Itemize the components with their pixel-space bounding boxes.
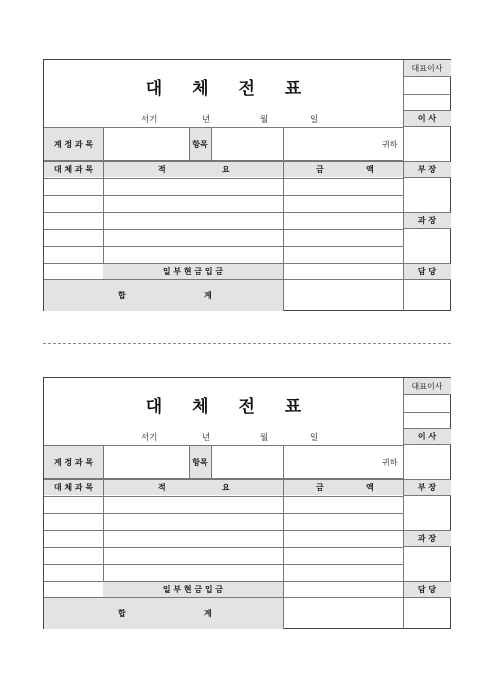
summary-header-a: 적 <box>158 483 166 492</box>
voucher-title: 대 체 전 표 <box>145 79 314 99</box>
summary-cell[interactable] <box>104 497 282 512</box>
alt-account-cell[interactable] <box>44 548 102 563</box>
alt-account-cell[interactable] <box>44 230 102 245</box>
alt-account-header: 대 체 과 목 <box>53 483 94 492</box>
summary-cell[interactable] <box>104 230 282 245</box>
summary-cell[interactable] <box>104 213 282 228</box>
account-label: 계 정 과 목 <box>53 140 94 149</box>
alt-account-cell[interactable] <box>44 179 102 194</box>
date-month: 월 <box>260 115 269 125</box>
amount-cell[interactable] <box>284 179 402 194</box>
item-input[interactable] <box>212 446 282 478</box>
alt-account-cell[interactable] <box>44 514 102 529</box>
summary-header-b: 요 <box>222 165 230 174</box>
date-era: 서기 <box>141 433 158 443</box>
approval-manager-label: 부 장 <box>417 483 437 492</box>
amount-cell[interactable] <box>284 514 402 529</box>
item-label: 항목 <box>192 458 208 467</box>
approval-chief-label: 과 장 <box>417 534 437 543</box>
date-day: 일 <box>310 115 319 125</box>
total-label-a: 합 <box>118 291 126 300</box>
alt-account-cell[interactable] <box>44 565 102 580</box>
date-era: 서기 <box>141 115 158 125</box>
summary-cell[interactable] <box>104 179 282 194</box>
item-label: 항목 <box>192 140 208 149</box>
recipient-suffix: 귀하 <box>382 140 398 149</box>
amount-cell[interactable] <box>284 565 402 580</box>
account-input[interactable] <box>104 128 188 160</box>
approval-manager-label: 부 장 <box>417 165 437 174</box>
total-label-cell <box>44 597 283 629</box>
date-day: 일 <box>310 433 319 443</box>
summary-header-a: 적 <box>158 165 166 174</box>
summary-cell[interactable] <box>104 196 282 211</box>
total-label-b: 계 <box>204 609 212 618</box>
date-month: 월 <box>260 433 269 443</box>
account-input[interactable] <box>104 446 188 478</box>
amount-cell[interactable] <box>284 548 402 563</box>
summary-cell[interactable] <box>104 247 282 262</box>
approval-ceo-label: 대표이사 <box>411 382 443 391</box>
date-year: 년 <box>202 115 211 125</box>
recipient-suffix: 귀하 <box>382 458 398 467</box>
item-input[interactable] <box>212 128 282 160</box>
amount-cell[interactable] <box>284 497 402 512</box>
voucher-title: 대 체 전 표 <box>145 397 314 417</box>
amount-cell[interactable] <box>284 213 402 228</box>
voucher-form-2 <box>43 377 451 629</box>
total-label-b: 계 <box>204 291 212 300</box>
amount-cell[interactable] <box>284 230 402 245</box>
recipient-input[interactable] <box>284 446 380 478</box>
amount-header-b: 액 <box>366 483 374 492</box>
approval-director-label: 이 사 <box>417 432 437 441</box>
total-amount[interactable] <box>284 598 402 628</box>
approval-chief-label: 과 장 <box>417 216 437 225</box>
approval-staff-label: 담 당 <box>417 585 437 594</box>
approval-director-label: 이 사 <box>417 114 437 123</box>
approval-ceo-label: 대표이사 <box>411 64 443 73</box>
amount-cell[interactable] <box>284 247 402 262</box>
alt-account-cell[interactable] <box>44 531 102 546</box>
summary-cell[interactable] <box>104 531 282 546</box>
amount-cell[interactable] <box>284 196 402 211</box>
amount-header-b: 액 <box>366 165 374 174</box>
alt-account-header: 대 체 과 목 <box>53 165 94 174</box>
summary-cell[interactable] <box>104 514 282 529</box>
approval-staff-label: 담 당 <box>417 267 437 276</box>
alt-account-cell[interactable] <box>44 213 102 228</box>
account-label: 계 정 과 목 <box>53 458 94 467</box>
recipient-input[interactable] <box>284 128 380 160</box>
alt-account-cell[interactable] <box>44 196 102 211</box>
partial-cash-label: 일 부 현 금 입 금 <box>162 267 224 276</box>
partial-cash-amount[interactable] <box>284 582 402 596</box>
amount-header-a: 금 <box>316 165 324 174</box>
summary-cell[interactable] <box>104 548 282 563</box>
summary-cell[interactable] <box>104 565 282 580</box>
summary-header-b: 요 <box>222 483 230 492</box>
partial-cash-amount[interactable] <box>284 264 402 278</box>
voucher-form-1 <box>43 59 451 311</box>
partial-cash-label: 일 부 현 금 입 금 <box>162 585 224 594</box>
amount-header-a: 금 <box>316 483 324 492</box>
alt-account-cell[interactable] <box>44 497 102 512</box>
total-amount[interactable] <box>284 280 402 310</box>
cut-line <box>43 343 451 344</box>
date-year: 년 <box>202 433 211 443</box>
amount-cell[interactable] <box>284 531 402 546</box>
total-label-a: 합 <box>118 609 126 618</box>
alt-account-cell[interactable] <box>44 247 102 262</box>
total-label-cell <box>44 279 283 311</box>
